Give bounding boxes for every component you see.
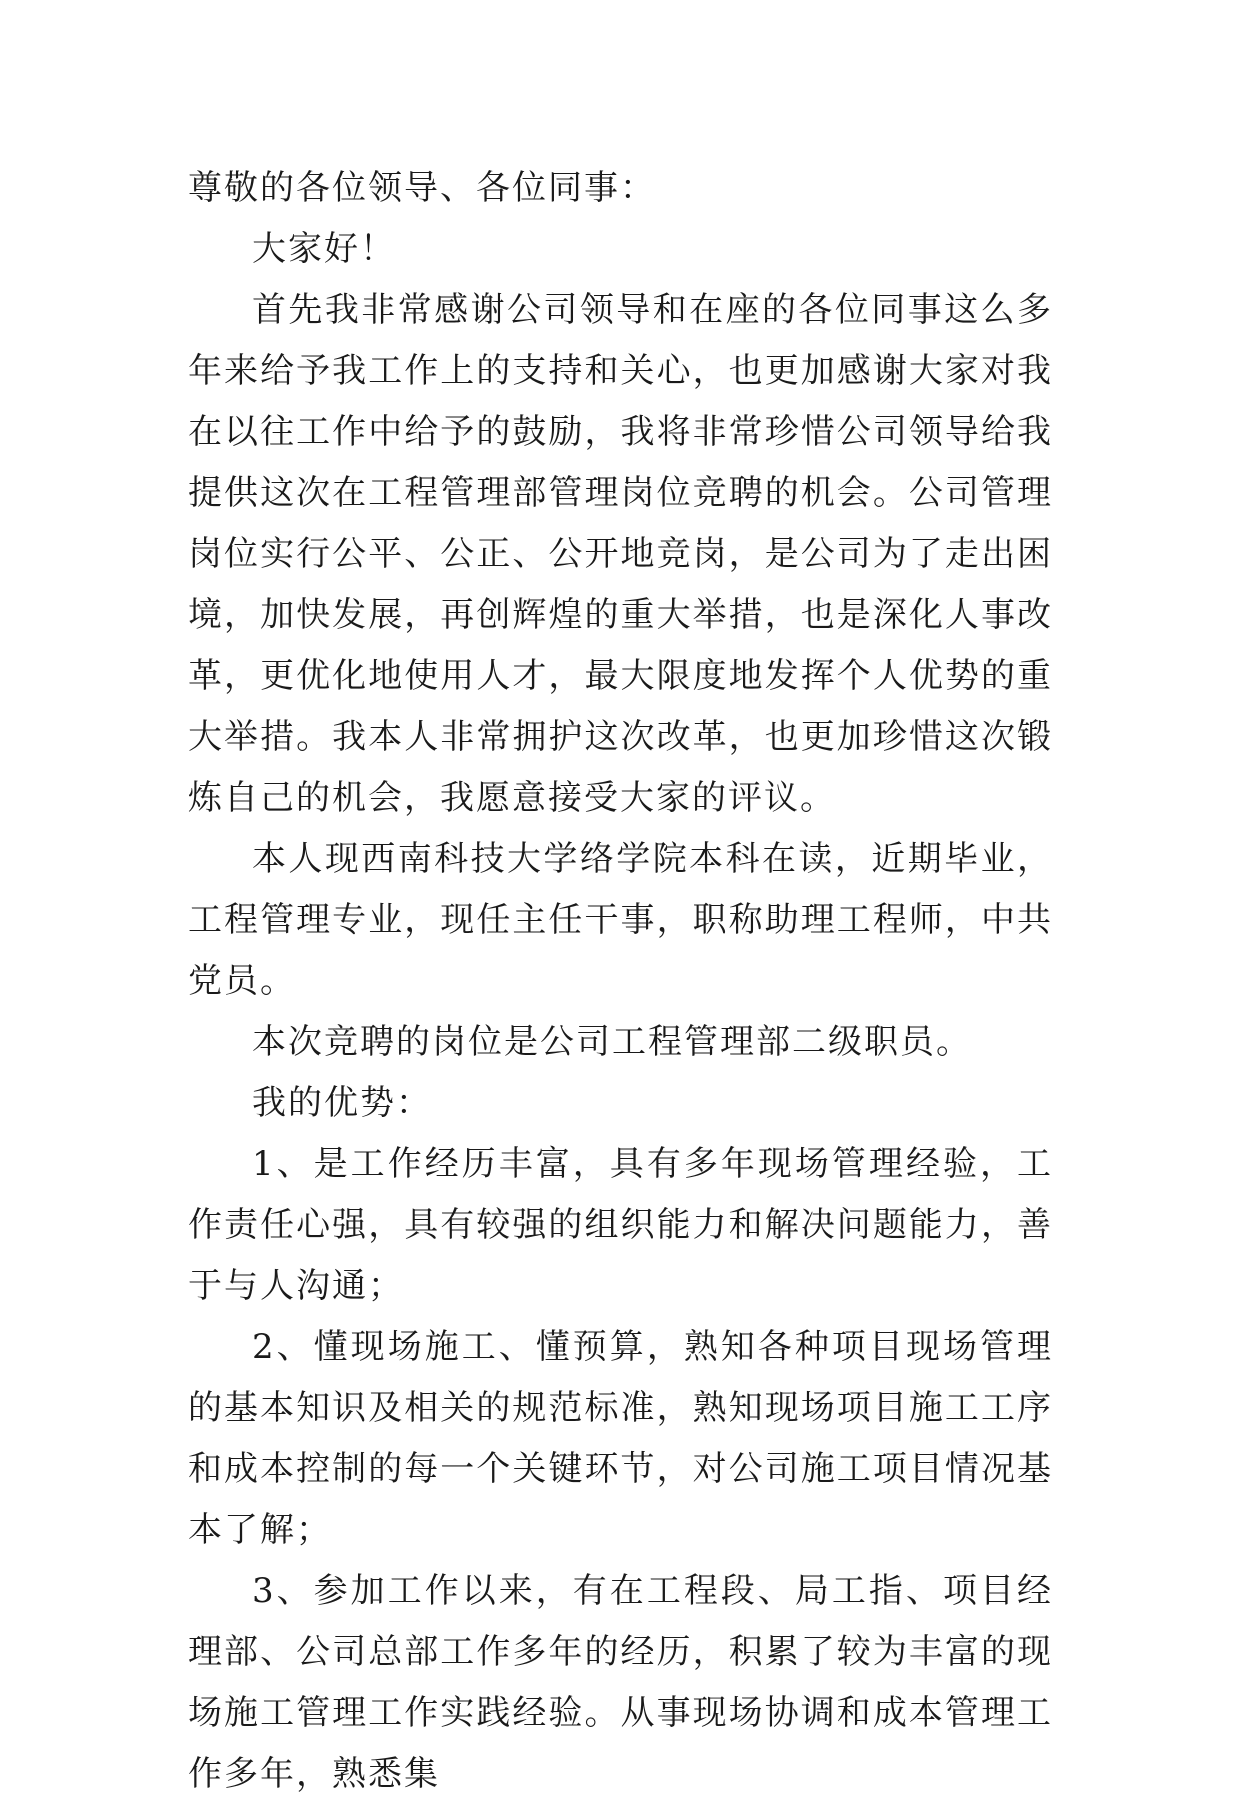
paragraph-advantage-1: 1、是工作经历丰富，具有多年现场管理经验，工作责任心强，具有较强的组织能力和解决问题能力，善于与人沟通；: [188, 1144, 1053, 1306]
paragraph-advantage-2: 2、懂现场施工、懂预算，熟知各种项目现场管理的基本知识及相关的规范标准，熟知现场项目施工工序和成本控制的每一个关键环节，对公司施工项目情况基本了解；: [188, 1327, 1053, 1550]
paragraph-advantage-3: 3、参加工作以来，有在工程段、局工指、项目经理部、公司总部工作多年的经历，积累了较为丰富的现场施工管理工作实践经验。从事现场协调和成本管理工作多年，熟悉集: [188, 1571, 1053, 1794]
salutation: 尊敬的各位领导、各位同事：: [188, 168, 656, 208]
paragraph-greeting: 大家好！: [252, 229, 396, 269]
document-body: [188, 158, 1053, 1805]
paragraph-background: 本人现西南科技大学络学院本科在读，近期毕业，工程管理专业，现任主任干事，职称助理工程师，中共党员。: [188, 839, 1053, 1001]
paragraph-position: 本次竞聘的岗位是公司工程管理部二级职员。: [252, 1022, 972, 1062]
paragraph-thanks: 首先我非常感谢公司领导和在座的各位同事这么多年来给予我工作上的支持和关心，也更加感谢大家对我在以往工作中给予的鼓励，我将非常珍惜公司领导给我提供这次在工程管理部管理岗位竞聘的机会。公司管理岗位实行公平、公正、公开地竞岗，是公司为了走出困境，加快发展，再创辉煌的重大举措，也是深化人事改革，更优化地使用人才，最大限度地发挥个人优势的重大举措。我本人非常拥护这次改革，也更加珍惜这次锻炼自己的机会，我愿意接受大家的评议。: [188, 290, 1053, 818]
paragraph-advantages-heading: 我的优势：: [252, 1083, 432, 1123]
